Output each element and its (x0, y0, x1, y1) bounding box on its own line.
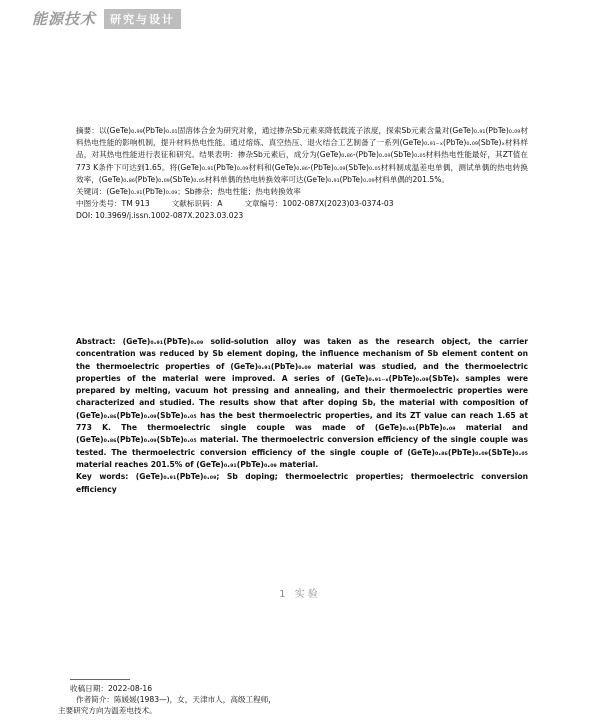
english-abstract (76, 336, 528, 496)
clc-number: 中图分类号：TM 913 (76, 199, 150, 209)
article-number: 文章编号：1002-087X(2023)03-0374-03 (244, 199, 394, 209)
section-heading: 1 实验 (279, 589, 321, 600)
author-intro: 作者简介：陈媛媛(1983—)，女，天津市人，高级工程师， (76, 695, 276, 704)
keywords-en: Key words: (GeTe)₀.₉₁(PbTe)₀.₀₉; Sb doping; thermoelectric properties; thermoelectric conversion efficiency (76, 472, 528, 494)
research-field: 主要研究方向为温差电技术。 (58, 706, 157, 715)
journal-logo: 能源技术 (32, 10, 97, 28)
document-code: 文献标识码：A (171, 199, 223, 209)
doi: DOI: 10.3969/j.issn.1002-087X.2023.03.023 (76, 211, 244, 221)
classification-line (76, 198, 528, 210)
journal-header (32, 8, 181, 29)
abstract-en-text: Abstract: (GeTe)₀.₉₁(PbTe)₀.₀₉ solid-solution alloy was taken as the research object, the carrier concentration was reduced by Sb element doping, the influence mechanism of Sb element content on the thermoelectric properties of (GeTe)₀.₉₁(PbTe)₀.₀₉ material was studied, and the thermoelectric properties of the material were improved. A series of (GeTe)₀.₉₁₋ₓ(PbTe)₀.₀₉(SbTe)ₓ samples were prepared by melting, vacuum hot pressing and annealing, and their thermoelectric properties were characterized and studied. The results show that after doping Sb, the material with composition of (GeTe)₀.₈₆(PbTe)₀.₀₉(SbTe)₀.₀₅ has the best thermoelectric properties, and its ZT value can reach 1.65 at 773 K. The thermoelectric single couple was made of (GeTe)₀.₉₁(PbTe)₀.₀₉ material and (GeTe)₀.₈₆(PbTe)₀.₀₉(SbTe)₀.₀₅ material. The thermoelectric conversion efficiency of the single couple was tested. The thermoelectric conversion efficiency of the single couple of (GeTe)₀.₈₆(PbTe)₀.₀₉(SbTe)₀.₀₅ material reaches 201.5% of (GeTe)₀.₉₁(PbTe)₀.₀₉ material. (76, 337, 528, 469)
footnote-rule (70, 679, 130, 680)
footnote (58, 683, 276, 716)
chinese-abstract (76, 125, 528, 223)
received-date: 收稿日期：2022-08-16 (70, 684, 153, 693)
abstract-cn-text: 摘要：以(GeTe)₀.₉₉(PbTe)₀.₀₁固溶体合金为研究对象，通过掺杂Sb元素来降低载流子浓度，探索Sb元素含量对(GeTe)₀.₉₁(PbTe)₀.₀₉材料热电性能的影响机制，提升材料热电性能。通过熔炼、真空热压、退火结合工艺制备了一系列(GeTe)₀.₉₁₋ₓ(PbTe)₀.₀₉(SbTe)ₓ材料样品，对其热电性能进行表征和研究。结果表明：掺杂Sb元素后，成分为(GeTe)₀.₈₆-(PbTe)₀.₀₉(SbTe)₀.₀₅材料热电性能最好，其ZT值在773 K条件下可达到1.65。将(GeTe)₀.₉₁(PbTe)₀.₀₉材料和(GeTe)₀.₈₆-(PbTe)₀.₀₉(SbTe)₀.₀₅材料制成温差电单偶，测试单偶的热电转换效率，(GeTe)₀.₈₆(PbTe)₀.₀₉(SbTe)₀.₀₅材料单偶的热电转换效率可达(GeTe)₀.₉₁(PbTe)₀.₀₉材料单偶的201.5%。 (76, 126, 528, 184)
keywords-cn: 关键词：(GeTe)₀.₉₁(PbTe)₀.₀₉；Sb掺杂；热电性能；热电转换效率 (76, 187, 301, 197)
section-label: 研究与设计 (104, 9, 181, 29)
